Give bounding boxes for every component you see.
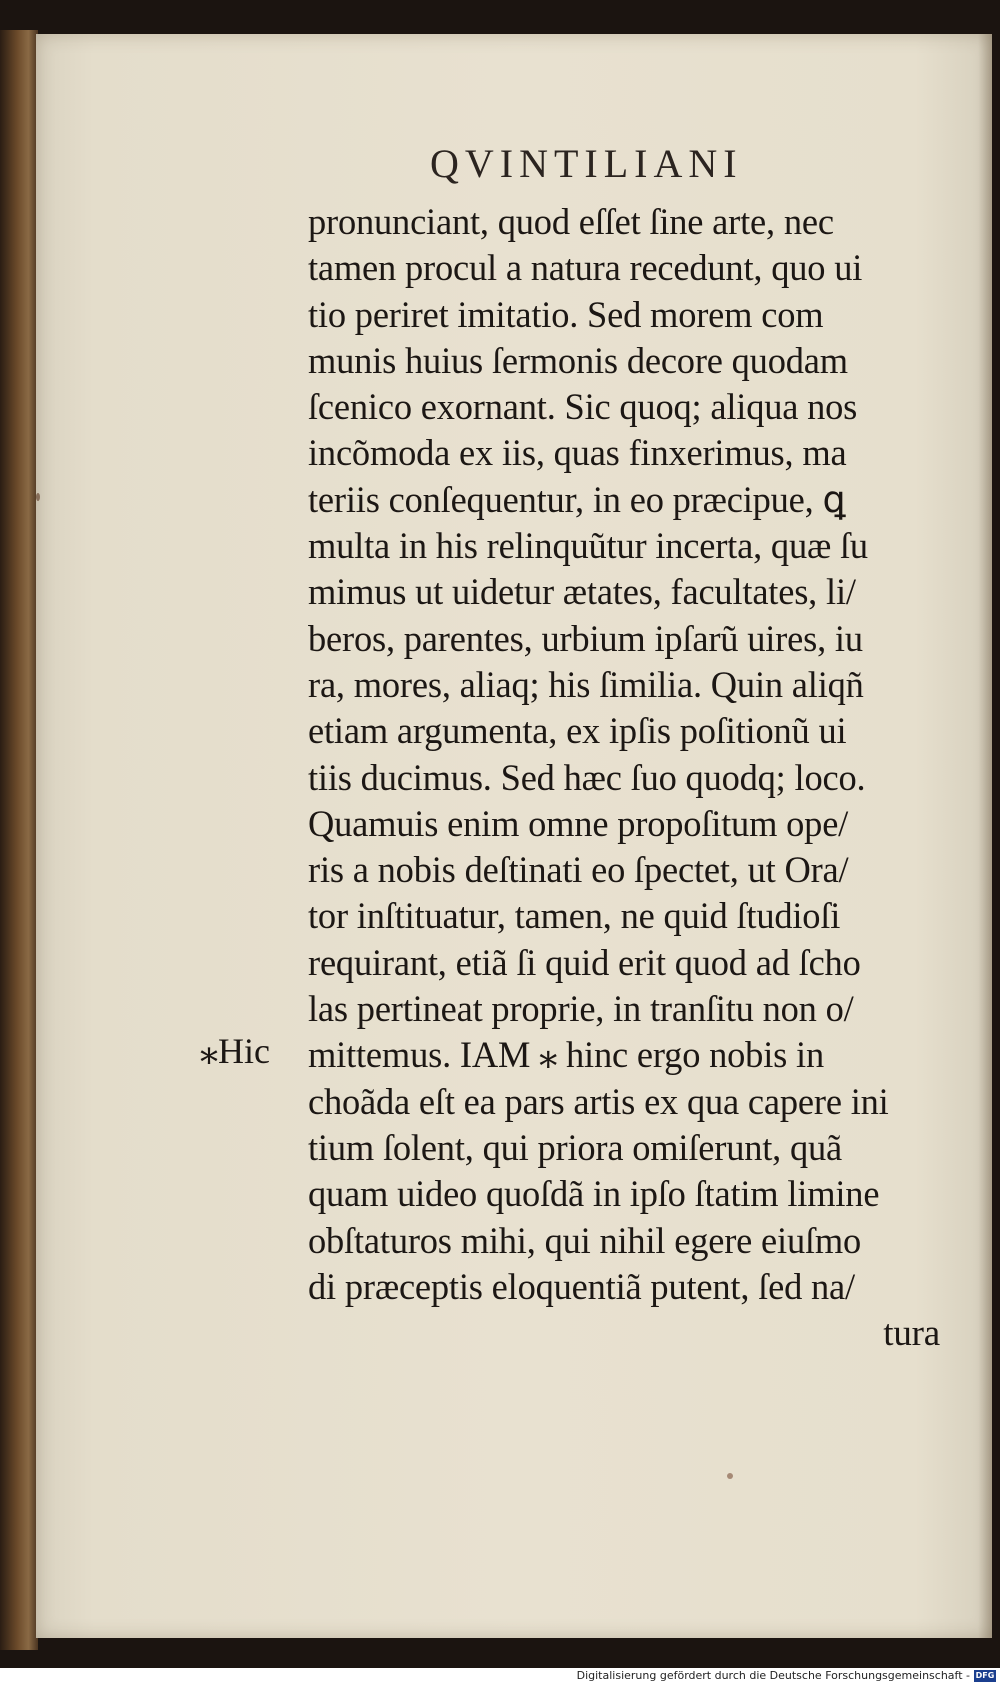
text-line: obſtaturos mihi, qui nihil egere eiuſmo bbox=[308, 1220, 862, 1262]
book-spine-edge bbox=[0, 30, 38, 1650]
body-text bbox=[308, 200, 958, 1357]
page-edge-shadow bbox=[978, 34, 992, 1638]
text-line: ris a nobis deſtinati eo ſpectet, ut Ora/ bbox=[308, 850, 849, 892]
text-line: di præceptis eloquentiã putent, ſed na/ bbox=[308, 1266, 855, 1308]
text-line: tio periret imitatio. Sed morem com bbox=[308, 294, 824, 336]
text-line: incõmoda ex iis, quas finxerimus, ma bbox=[308, 433, 847, 475]
text-line: requirant, etiã ſi quid erit quod ad ſcho bbox=[308, 942, 861, 984]
dfg-logo: DFG bbox=[975, 1671, 995, 1680]
digitization-footer bbox=[0, 1668, 1000, 1684]
text-line: ſcenico exornant. Sic quoq; aliqua nos bbox=[308, 387, 858, 429]
ink-spot bbox=[36, 493, 40, 501]
text-line: multa in his relinquũtur incerta, quæ ſu bbox=[308, 526, 868, 568]
running-head: QVINTILIANI bbox=[430, 141, 743, 186]
text-line: tium ſolent, qui priora omiſerunt, quã bbox=[308, 1127, 843, 1169]
footer-credit: Digitalisierung gefördert durch die Deutsche Forschungsgemeinschaft - bbox=[576, 1669, 970, 1682]
text-line: tor inſtituatur, tamen, ne quid ſtudioſi bbox=[308, 896, 841, 938]
text-line: beros, parentes, urbium ipſarũ uires, iu bbox=[308, 618, 863, 660]
text-line: mittemus. IAM ⁎ hinc ergo nobis in bbox=[308, 1035, 825, 1077]
text-line: Quamuis enim omne propoſitum ope/ bbox=[308, 803, 849, 845]
text-line: las pertineat proprie, in tranſitu non o/ bbox=[308, 989, 854, 1031]
text-line: quam uideo quoſdã in ipſo ſtatim limine bbox=[308, 1174, 880, 1216]
text-line: ra, mores, aliaq; his ſimilia. Quin aliqñ bbox=[308, 664, 864, 706]
text-line: choãda eſt ea pars artis ex qua capere ini bbox=[308, 1081, 889, 1123]
text-line: tiis ducimus. Sed hæc ſuo quodq; loco. bbox=[308, 757, 866, 799]
marginal-note: ⁎Hic bbox=[200, 1031, 270, 1071]
text-line: mimus ut uidetur ætates, facultates, li/ bbox=[308, 572, 856, 614]
text-line: munis huius ſermonis decore quodam bbox=[308, 340, 848, 382]
text-line: pronunciant, quod eſſet ſine arte, nec bbox=[308, 202, 834, 243]
text-line: tamen procul a natura recedunt, quo ui bbox=[308, 248, 863, 290]
catchword: tura bbox=[883, 1313, 940, 1355]
ink-spot bbox=[727, 1473, 733, 1479]
text-line: teriis conſequentur, in eo præcipue, ꝗ bbox=[308, 479, 846, 521]
text-line: etiam argumenta, ex ipſis poſitionũ ui bbox=[308, 711, 847, 753]
